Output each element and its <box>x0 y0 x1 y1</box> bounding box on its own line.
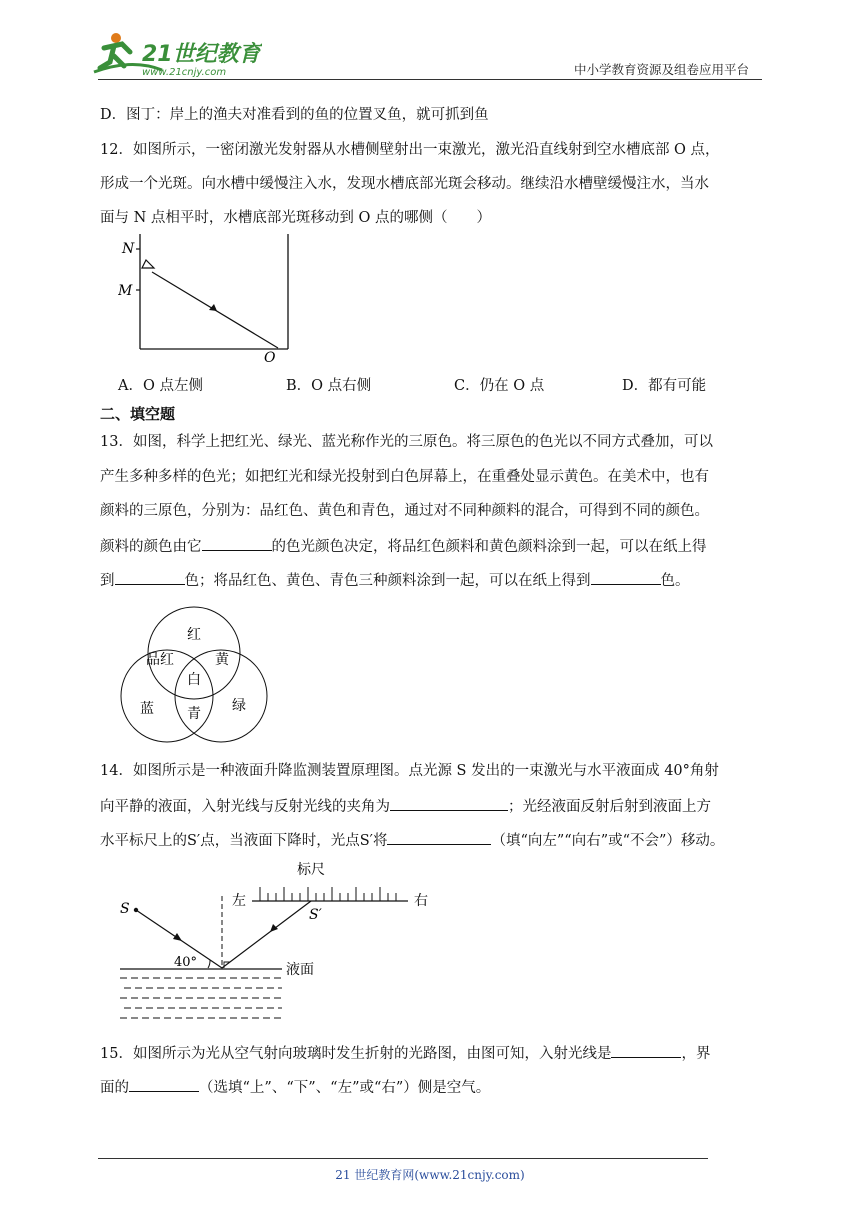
angle-label: 40° <box>174 955 198 970</box>
label-n: N <box>122 241 135 257</box>
reflected-ray <box>222 901 311 968</box>
q13-blank-1[interactable] <box>202 535 272 551</box>
header-rule <box>98 79 762 80</box>
ruler-right-label: 右 <box>414 893 428 909</box>
q15-line-2: 面的 （选填“上”、“下”、“左”或“右”）侧是空气。 <box>100 1076 490 1098</box>
footer-text: 21 世纪教育网(www.21cnjy.com) <box>335 1168 525 1182</box>
q14-line-1: 14．如图所示是一种液面升降监测装置原理图。点光源 S 发出的一束激光与水平液面成 40°角射 <box>100 763 719 779</box>
q15-line-1: 15．如图所示为光从空气射向玻璃时发生折射的光路图，由图可知，入射光线是 ，界 <box>100 1042 710 1064</box>
venn-red: 红 <box>187 627 201 643</box>
q13-line-5: 到 色；将品红色、黄色、青色三种颜料涂到一起，可以在纸上得到 色。 <box>100 569 690 591</box>
site-logo <box>92 28 262 80</box>
q14-line-3: 水平标尺上的S′点，当液面下降时，光点S′将 （填“向左”“向右”或“不会”）移动。 <box>100 829 724 851</box>
logo-sub-text: www.21cnjy.com <box>142 67 227 78</box>
q14-line-2: 向平静的液面，入射光线与反射光线的夹角为 ；光经液面反射后射到液面上方 <box>100 795 711 817</box>
q13-blank-2[interactable] <box>115 569 185 585</box>
q12-line-3: 面与 N 点相平时，水槽底部光斑移动到 O 点的哪侧（ ） <box>100 210 492 226</box>
venn-blue: 蓝 <box>140 701 154 717</box>
label-s: S <box>120 901 130 917</box>
venn-cyan: 青 <box>187 706 201 722</box>
q13-blank-3[interactable] <box>591 569 661 585</box>
ruler-label: 标尺 <box>297 862 325 878</box>
q12-line-2: 形成一个光斑。向水槽中缓慢注入水，发现水槽底部光斑会移动。继续沿水槽壁缓慢注水，当水 <box>100 176 709 192</box>
liquid-hatching <box>120 978 282 1018</box>
q13-line-4: 颜料的颜色由它 的色光颜色决定，将品红色颜料和黄色颜料涂到一起，可以在纸上得 <box>100 535 707 557</box>
q13-line-2: 产生多种多样的色光；如把红光和绿光投射到白色屏幕上，在重叠处显示黄色。在美术中，也有 <box>100 469 709 485</box>
liquid-label: 液面 <box>286 962 314 978</box>
ruler-left-label: 左 <box>232 893 246 909</box>
laser-emitter-icon <box>142 260 154 268</box>
logo-main-text: 21世纪教育 <box>142 42 261 67</box>
label-o: O <box>264 350 276 364</box>
venn-white: 白 <box>187 672 201 688</box>
reflected-arrow <box>270 924 278 932</box>
q15-blank-1[interactable] <box>611 1042 681 1058</box>
q11-option-d: D．图丁：岸上的渔夫对准看到的鱼的位置叉鱼，就可抓到鱼 <box>100 107 489 123</box>
q12-option-b[interactable]: B．O 点右侧 <box>286 378 372 394</box>
q12-option-c[interactable]: C．仍在 O 点 <box>454 378 545 394</box>
q13-line-3: 颜料的三原色，分别为：品红色、黄色和青色，通过对不同种颜料的混合，可得到不同的颜色。 <box>100 503 709 519</box>
footer-rule <box>98 1158 708 1159</box>
q12-option-a[interactable]: A．O 点左侧 <box>118 378 203 394</box>
section-2-title: 二、填空题 <box>100 405 176 423</box>
q14-blank-2[interactable] <box>387 829 491 845</box>
q12-line-1: 12．如图所示，一密闭激光发射器从水槽侧壁射出一束激光，激光沿直线射到空水槽底部 O 点， <box>100 142 720 158</box>
label-s-prime: S′ <box>309 907 322 923</box>
q15-blank-2[interactable] <box>129 1076 199 1092</box>
venn-yellow: 黄 <box>215 652 229 668</box>
venn-green: 绿 <box>232 698 246 714</box>
q13-venn-diagram <box>118 606 273 744</box>
angle-arc <box>208 960 210 968</box>
q12-tank-figure <box>118 234 298 364</box>
header-right-text: 中小学教育资源及组卷应用平台 <box>574 62 750 77</box>
ruler-ticks <box>260 887 396 901</box>
q13-line-1: 13．如图，科学上把红光、绿光、蓝光称作光的三原色。将三原色的色光以不同方式叠加，可以 <box>100 434 713 450</box>
q12-option-d[interactable]: D．都有可能 <box>622 378 707 394</box>
q14-blank-1[interactable] <box>390 795 508 811</box>
incident-arrow <box>173 933 182 941</box>
label-m: M <box>118 283 133 299</box>
q14-liquid-level-figure <box>116 856 446 1026</box>
venn-magenta: 品红 <box>146 652 174 668</box>
